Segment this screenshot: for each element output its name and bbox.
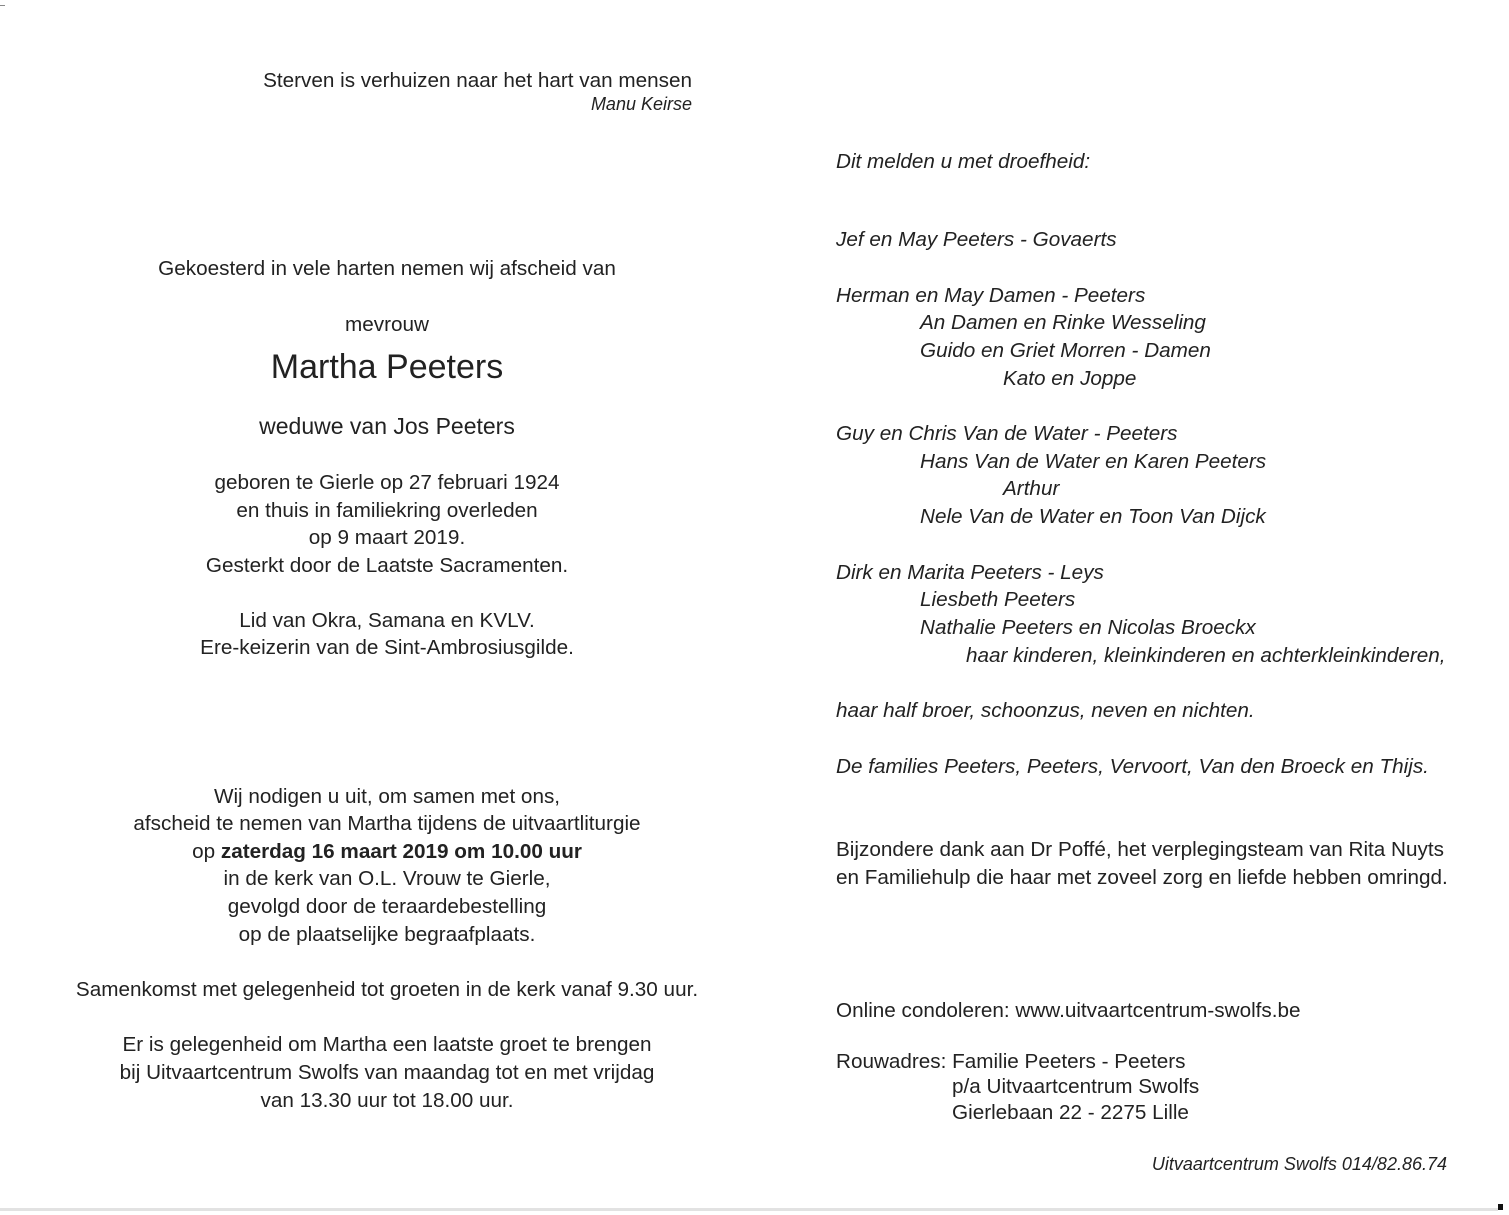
scan-edge-mark-top — [0, 5, 5, 6]
membership-line: Ere-keizerin van de Sint-Ambrosiusgilde. — [200, 636, 574, 659]
location-line: in de kerk van O.L. Vrouw te Gierle, — [223, 867, 551, 890]
child-line: Nathalie Peeters en Nicolas Broeckx — [920, 616, 1256, 639]
child-line: Liesbeth Peeters — [920, 588, 1076, 611]
thanks-line: en Familiehulp die haar met zoveel zorg en liefde hebben omringd. — [836, 866, 1448, 889]
family-head: Dirk en Marita Peeters - Leys — [836, 561, 1104, 584]
family-head: Guy en Chris Van de Water - Peeters — [836, 422, 1178, 445]
mourners-heading: Dit melden u met droefheid: — [836, 150, 1091, 173]
address-line: Gierlebaan 22 - 2275 Lille — [952, 1101, 1189, 1124]
visit-line: bij Uitvaartcentrum Swolfs van maandag tot en met vrijdag — [119, 1061, 655, 1084]
membership-line: Lid van Okra, Samana en KVLV. — [239, 609, 535, 632]
announcement-intro: Gekoesterd in vele harten nemen wij afscheid van — [158, 257, 616, 280]
scan-corner-mark — [1498, 1204, 1503, 1210]
invite-line: afscheid te nemen van Martha tijdens de uitvaartliturgie — [133, 812, 641, 835]
online-condolence: Online condoleren: www.uitvaartcentrum-swolfs.be — [836, 999, 1301, 1022]
child-line: Hans Van de Water en Karen Peeters — [920, 450, 1267, 473]
family-head: Jef en May Peeters - Govaerts — [836, 228, 1117, 251]
location-line: op de plaatselijke begraafplaats. — [238, 923, 536, 946]
gathering-line: Samenkomst met gelegenheid tot groeten in de kerk vanaf 9.30 uur. — [75, 978, 699, 1001]
visit-line: van 13.30 uur tot 18.00 uur. — [260, 1089, 514, 1112]
child-line: An Damen en Rinke Wesseling — [920, 311, 1206, 334]
funeral-date-prefix: op — [192, 840, 221, 863]
thanks-line: Bijzondere dank aan Dr Poffé, het verplegingsteam van Rita Nuyts — [836, 838, 1444, 861]
life-line: geboren te Gierle op 27 februari 1924 — [214, 471, 560, 494]
extended-families-line: De families Peeters, Peeters, Vervoort, Van den Broeck en Thijs. — [836, 755, 1429, 778]
life-line: op 9 maart 2019. — [308, 526, 466, 549]
child-line: Guido en Griet Morren - Damen — [920, 339, 1211, 362]
address-line: Rouwadres: Familie Peeters - Peeters — [836, 1050, 1186, 1073]
grandchild-line: Kato en Joppe — [1003, 367, 1137, 390]
descendants-line: haar kinderen, kleinkinderen en achterkleinkinderen, — [966, 644, 1446, 667]
quote-text: Sterven is verhuizen naar het hart van mensen — [263, 69, 692, 92]
life-line: en thuis in familiekring overleden — [236, 499, 538, 522]
funeral-date-line — [0, 840, 774, 864]
location-line: gevolgd door de teraardebestelling — [227, 895, 547, 918]
salutation: mevrouw — [345, 313, 429, 336]
address-line: p/a Uitvaartcentrum Swolfs — [952, 1075, 1200, 1098]
quote-author: Manu Keirse — [590, 94, 692, 114]
visit-line: Er is gelegenheid om Martha een laatste groet te brengen — [122, 1033, 652, 1056]
deceased-name: Martha Peeters — [270, 348, 504, 386]
life-line: Gesterkt door de Laatste Sacramenten. — [205, 554, 569, 577]
relatives-line: haar half broer, schoonzus, neven en nichten. — [836, 699, 1255, 722]
widow-of: weduwe van Jos Peeters — [259, 413, 515, 439]
invite-line: Wij nodigen u uit, om samen met ons, — [213, 785, 561, 808]
scan-bottom-edge — [0, 1208, 1498, 1211]
funeral-date: zaterdag 16 maart 2019 om 10.00 uur — [220, 840, 582, 863]
funeral-home-footer: Uitvaartcentrum Swolfs 014/82.86.74 — [1151, 1154, 1447, 1174]
family-head: Herman en May Damen - Peeters — [836, 284, 1146, 307]
grandchild-line: Arthur — [1003, 477, 1060, 500]
child-line: Nele Van de Water en Toon Van Dijck — [920, 505, 1266, 528]
